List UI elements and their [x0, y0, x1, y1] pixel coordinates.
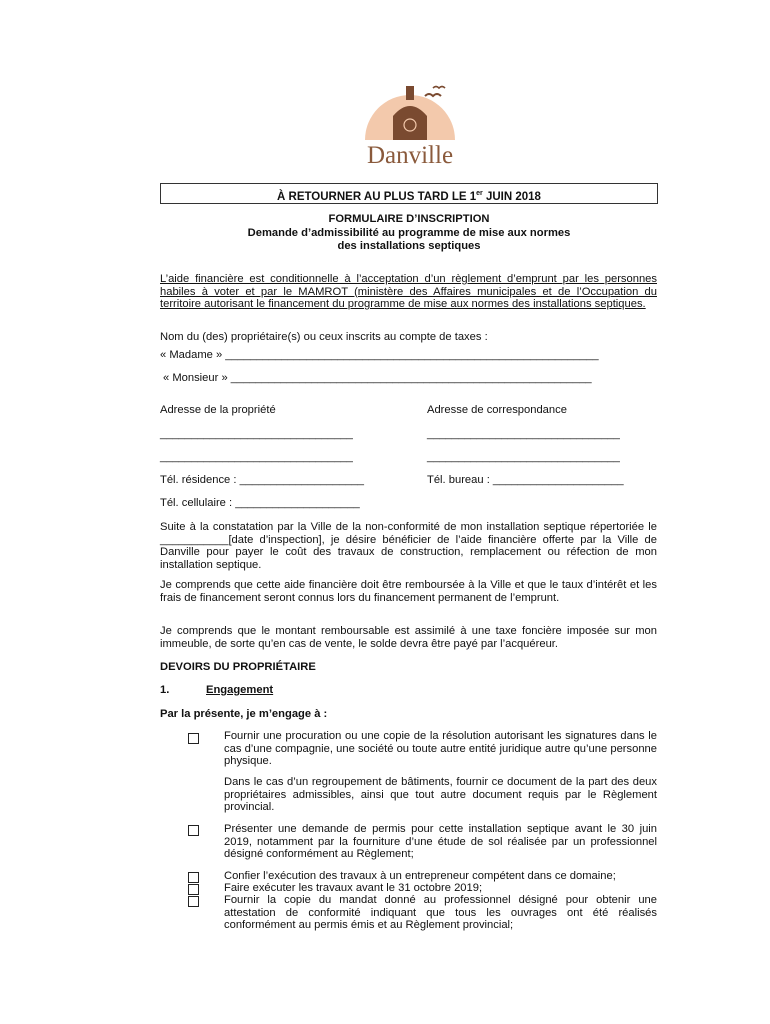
deadline-superscript: er	[476, 190, 483, 197]
property-tax-paragraph: Je comprends que le montant remboursable est assimilé à une taxe foncière imposée sur mon immeuble, de sorte qu’en cas de vente, le solde devra être payé par l’acquéreur.	[160, 625, 657, 650]
item-mandate-text: Fournir la copie du mandat donné au professionnel désigné pour obtenir une attestation de conformité indiquant que tous les ouvrages ont été réalisés conformément au permis émis et au Règlement provincial;	[224, 894, 657, 932]
section-number: 1.	[160, 684, 170, 696]
checkbox-deadline[interactable]	[188, 884, 199, 895]
form-title-line1: FORMULAIRE D’INSCRIPTION	[328, 213, 490, 225]
declaration-paragraph: Suite à la constatation par la Ville de la non-conformité de mon installation septique répertoriée le ___________[date d’inspection], je désire bénéficier de l’aide financière offerte par la Ville de Danville pour payer le coût des travaux de construction, remplacement ou réfection de mon installation septique.	[160, 521, 657, 571]
office-phone-field[interactable]: Tél. bureau : _____________________	[427, 474, 624, 486]
deadline-prefix: À RETOURNER AU PLUS TARD LE 1	[277, 190, 477, 203]
owners-label: Nom du (des) propriétaire(s) ou ceux inscrits au compte de taxes :	[160, 331, 488, 343]
section-title: Engagement	[206, 684, 274, 696]
checkbox-proxy[interactable]	[188, 733, 199, 744]
logo-wordmark: Danville	[366, 142, 454, 169]
checkbox-contractor[interactable]	[188, 872, 199, 883]
item-grouping-text: Dans le cas d’un regroupement de bâtiments, fournir ce document de la part des deux propriétaires admissibles, ainsi que tout autre document requis par le Règlement provincial.	[224, 776, 657, 814]
financial-aid-condition: L’aide financière est conditionnelle à l’acceptation d’un règlement d’emprunt par les personnes habiles à voter et par le MAMROT (ministère des Affaires municipales et de l’Occupation du territoire autorisant le financement du programme de mise aux normes des installations septiques.	[160, 273, 657, 311]
deadline-suffix: JUIN 2018	[482, 190, 541, 203]
form-title	[160, 213, 658, 254]
checkbox-permit[interactable]	[188, 825, 199, 836]
monsieur-field[interactable]: « Monsieur » __________________________________________________________	[163, 372, 592, 384]
checkbox-mandate[interactable]	[188, 896, 199, 907]
home-phone-field[interactable]: Tél. résidence : ____________________	[160, 474, 365, 486]
mailing-address-line1[interactable]: _______________________________	[427, 428, 620, 440]
mailing-address-line2[interactable]: _______________________________	[427, 451, 620, 463]
item-contractor-text: Confier l’exécution des travaux à un entrepreneur compétent dans ce domaine;	[224, 870, 616, 882]
duties-heading: DEVOIRS DU PROPRIÉTAIRE	[160, 661, 316, 673]
cell-phone-field[interactable]: Tél. cellulaire : ____________________	[160, 497, 360, 509]
commitment-intro: Par la présente, je m’engage à :	[160, 708, 328, 720]
item-proxy-text: Fournir une procuration ou une copie de la résolution autorisant les signatures dans le cas d’une compagnie, une société ou toute autre entité juridique autre qu’une personne physique.	[224, 730, 657, 768]
form-title-line3: des installations septiques	[337, 240, 481, 252]
item-permit-text: Présenter une demande de permis pour cette installation septique avant le 30 juin 2019, notamment par la fourniture d’une étude de sol réalisée par un professionnel désigné conformément au Règlement;	[224, 823, 657, 861]
property-address-label: Adresse de la propriété	[160, 404, 276, 416]
form-title-line2: Demande d’admissibilité au programme de mise aux normes	[247, 226, 571, 239]
repayment-paragraph: Je comprends que cette aide financière doit être remboursée à la Ville et que le taux d’intérêt et les frais de financement seront connus lors du financement permanent de l’emprunt.	[160, 579, 657, 604]
property-address-line2[interactable]: _______________________________	[160, 451, 353, 463]
property-address-line1[interactable]: _______________________________	[160, 428, 353, 440]
mailing-address-label: Adresse de correspondance	[427, 404, 567, 416]
madame-field[interactable]: « Madame » ____________________________________________________________	[160, 349, 599, 361]
deadline-banner	[160, 183, 658, 204]
item-deadline-text: Faire exécuter les travaux avant le 31 octobre 2019;	[224, 882, 483, 894]
